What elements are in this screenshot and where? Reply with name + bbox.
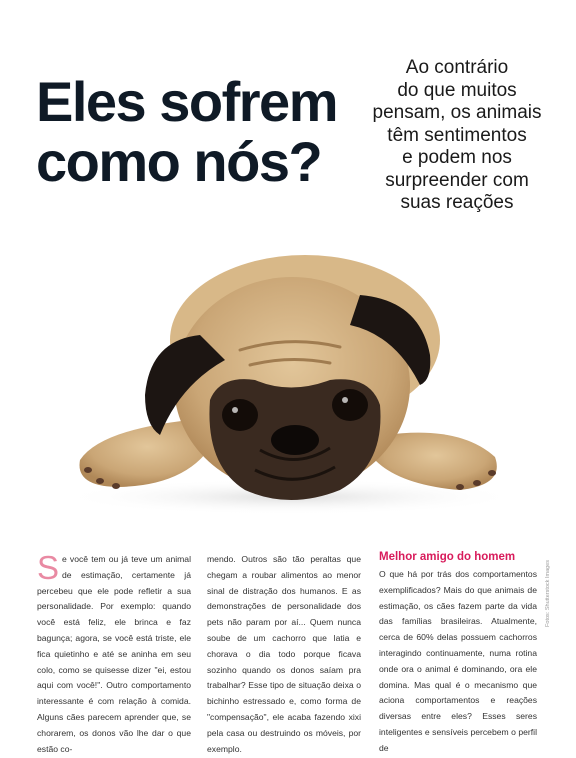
article-column-2 [207,552,361,757]
deck-line: surpreender com [385,169,529,191]
deck-line: suas reações [400,192,514,213]
article-column-3 [379,550,537,757]
deck-line: do que muitos [397,79,517,101]
pug-illustration [40,235,540,535]
article-text: e você tem ou já teve um animal de estimação, certamente já percebeu que ele pode refletir a sua personalidade. Por exemplo: quando você está feliz, ele brinca e faz bagunça; agora, se você está triste, ele fica quietinho e até se aninha em seu colo, como se quisesse dizer "ei, estou aqui com você!". Outro comportamento interessante é com relação à comida. Alguns cães parecem aprender que, se chorarem, os donos vão lhe dar o que estão co- [37,554,191,754]
article-text: mendo. Outros são tão peraltas que chegam a roubar alimentos ao menor sinal de distração dos humanos. E as demonstrações de personalidade dos pets não param por aí... Quem nunca soube de um cachorro que latia e chorava o dia todo porque ficava sozinho quando os donos saíam pra trabalhar? Esse tipo de situação deixa o bichinho estressado e, como forma de "compensação", ele acaba fazendo xixi pela casa ou destruindo os móveis, por exemplo. [207,554,361,754]
pug-photo [40,235,540,535]
deck-line: e podem nos [402,147,512,168]
photo-credit: Fotos: Shutterstock Images [545,560,551,627]
deck-line: Ao contrário [405,57,509,78]
headline [36,72,356,192]
section-subhead: Melhor amigo do homem [379,551,516,563]
article-column-1 [37,549,191,757]
article-text: O que há por trás dos comportamentos exemplificados? Mais do que animais de estimação, os cães fazem parte da vida das famílias brasileiras. Atualmente, cerca de 60% delas possuem cachorros interagindo continuamente, numa rotina onde ora o animal é dominando, ora ele domina. Mas qual é o mecanismo que aciona comportamentos e reações diversas entre eles? Esses seres inteligentes e sensíveis percebem o perfil de [379,569,537,753]
deck-line: pensam, os animais [372,102,542,123]
headline-line-1: Eles sofrem [36,70,337,133]
headline-line-2: como nós? [36,130,322,193]
drop-cap: S [37,549,60,586]
deck-line: têm sentimentos [387,124,527,146]
deck-subtitle [354,57,560,215]
